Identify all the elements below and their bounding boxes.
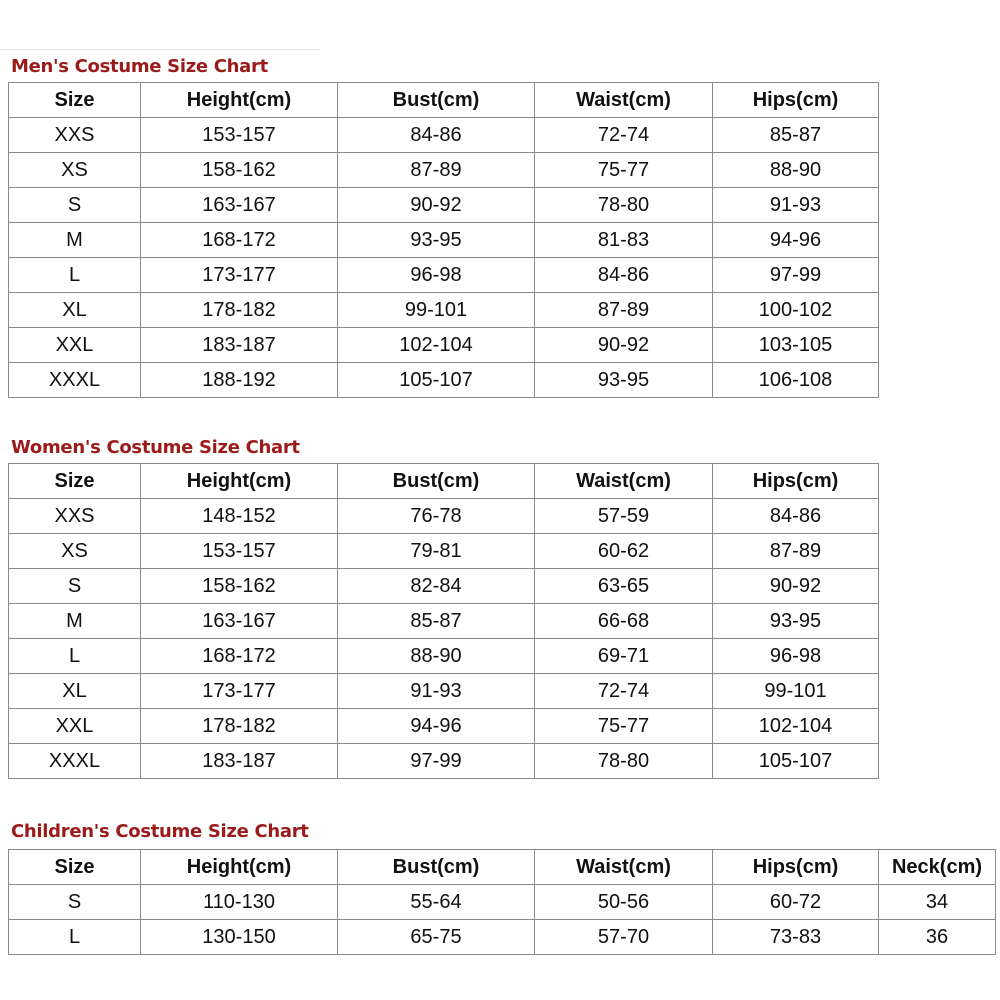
table-row [9, 639, 879, 674]
table-cell: 87-89 [338, 153, 535, 188]
table-cell: XS [9, 153, 141, 188]
table-row [9, 499, 879, 534]
header-bust: Bust(cm) [338, 850, 535, 885]
header-size: Size [9, 464, 141, 499]
table-cell: 34 [879, 885, 996, 920]
table-row [9, 153, 879, 188]
table-cell: 60-62 [535, 534, 713, 569]
table-cell: 84-86 [713, 499, 879, 534]
table-cell: 163-167 [141, 604, 338, 639]
table-cell: 82-84 [338, 569, 535, 604]
men-table-body [9, 118, 879, 398]
table-cell: 178-182 [141, 709, 338, 744]
table-cell: 87-89 [535, 293, 713, 328]
header-height: Height(cm) [141, 464, 338, 499]
table-cell: 76-78 [338, 499, 535, 534]
table-cell: 168-172 [141, 639, 338, 674]
table-cell: XXXL [9, 744, 141, 779]
table-cell: 72-74 [535, 118, 713, 153]
table-row [9, 258, 879, 293]
table-cell: 50-56 [535, 885, 713, 920]
table-cell: 78-80 [535, 188, 713, 223]
table-cell: 85-87 [338, 604, 535, 639]
table-cell: 163-167 [141, 188, 338, 223]
table-cell: S [9, 885, 141, 920]
table-cell: 99-101 [338, 293, 535, 328]
header-bust: Bust(cm) [338, 464, 535, 499]
header-hips: Hips(cm) [713, 850, 879, 885]
header-height: Height(cm) [141, 83, 338, 118]
table-row [9, 604, 879, 639]
table-cell: M [9, 223, 141, 258]
table-cell: 91-93 [338, 674, 535, 709]
table-cell: 148-152 [141, 499, 338, 534]
table-cell: 158-162 [141, 569, 338, 604]
table-cell: 90-92 [338, 188, 535, 223]
women-size-table [8, 463, 879, 779]
table-cell: 93-95 [535, 363, 713, 398]
table-row [9, 328, 879, 363]
table-cell: 103-105 [713, 328, 879, 363]
header-waist: Waist(cm) [535, 83, 713, 118]
table-cell: 93-95 [713, 604, 879, 639]
table-cell: 96-98 [338, 258, 535, 293]
table-cell: 78-80 [535, 744, 713, 779]
table-header-row [9, 83, 879, 118]
header-neck: Neck(cm) [879, 850, 996, 885]
table-cell: 173-177 [141, 258, 338, 293]
children-table-body [9, 885, 996, 955]
table-row [9, 363, 879, 398]
table-cell: 57-70 [535, 920, 713, 955]
table-cell: 183-187 [141, 744, 338, 779]
table-cell: 84-86 [338, 118, 535, 153]
header-waist: Waist(cm) [535, 850, 713, 885]
table-row [9, 188, 879, 223]
table-cell: 102-104 [713, 709, 879, 744]
table-cell: 93-95 [338, 223, 535, 258]
table-cell: 94-96 [713, 223, 879, 258]
table-cell: 73-83 [713, 920, 879, 955]
table-cell: 75-77 [535, 153, 713, 188]
table-cell: S [9, 569, 141, 604]
table-cell: XS [9, 534, 141, 569]
table-row [9, 744, 879, 779]
table-cell: 90-92 [713, 569, 879, 604]
table-cell: L [9, 920, 141, 955]
table-cell: XXL [9, 709, 141, 744]
table-cell: 88-90 [713, 153, 879, 188]
table-cell: XL [9, 293, 141, 328]
table-cell: 130-150 [141, 920, 338, 955]
table-cell: 91-93 [713, 188, 879, 223]
header-bust: Bust(cm) [338, 83, 535, 118]
table-cell: 60-72 [713, 885, 879, 920]
table-cell: 57-59 [535, 499, 713, 534]
table-cell: 94-96 [338, 709, 535, 744]
header-waist: Waist(cm) [535, 464, 713, 499]
table-cell: XXL [9, 328, 141, 363]
table-cell: M [9, 604, 141, 639]
table-cell: 188-192 [141, 363, 338, 398]
table-cell: 105-107 [713, 744, 879, 779]
table-cell: 105-107 [338, 363, 535, 398]
table-cell: 158-162 [141, 153, 338, 188]
table-cell: 75-77 [535, 709, 713, 744]
header-height: Height(cm) [141, 850, 338, 885]
table-cell: XXXL [9, 363, 141, 398]
table-cell: 85-87 [713, 118, 879, 153]
table-cell: 100-102 [713, 293, 879, 328]
table-cell: 97-99 [713, 258, 879, 293]
table-cell: S [9, 188, 141, 223]
header-hips: Hips(cm) [713, 83, 879, 118]
men-chart-title: Men's Costume Size Chart [11, 56, 268, 77]
table-row [9, 569, 879, 604]
table-cell: 153-157 [141, 118, 338, 153]
table-cell: XL [9, 674, 141, 709]
table-cell: 96-98 [713, 639, 879, 674]
table-cell: 110-130 [141, 885, 338, 920]
table-cell: XXS [9, 118, 141, 153]
header-size: Size [9, 850, 141, 885]
children-chart-title: Children's Costume Size Chart [11, 821, 309, 842]
table-cell: 88-90 [338, 639, 535, 674]
table-row [9, 885, 996, 920]
table-cell: 173-177 [141, 674, 338, 709]
divider [0, 49, 320, 50]
table-cell: XXS [9, 499, 141, 534]
table-cell: 87-89 [713, 534, 879, 569]
table-cell: 106-108 [713, 363, 879, 398]
table-cell: 65-75 [338, 920, 535, 955]
table-cell: 66-68 [535, 604, 713, 639]
women-chart-title: Women's Costume Size Chart [11, 437, 300, 458]
table-cell: 153-157 [141, 534, 338, 569]
table-row [9, 293, 879, 328]
table-cell: 99-101 [713, 674, 879, 709]
table-row [9, 534, 879, 569]
table-cell: 178-182 [141, 293, 338, 328]
women-table-body [9, 499, 879, 779]
table-cell: 81-83 [535, 223, 713, 258]
table-header-row [9, 464, 879, 499]
table-cell: 55-64 [338, 885, 535, 920]
table-row [9, 709, 879, 744]
header-hips: Hips(cm) [713, 464, 879, 499]
table-header-row [9, 850, 996, 885]
table-row [9, 920, 996, 955]
table-cell: 63-65 [535, 569, 713, 604]
table-row [9, 674, 879, 709]
table-cell: 183-187 [141, 328, 338, 363]
table-cell: 90-92 [535, 328, 713, 363]
table-cell: L [9, 639, 141, 674]
men-size-table [8, 82, 879, 398]
children-size-table [8, 849, 996, 955]
header-size: Size [9, 83, 141, 118]
table-cell: 84-86 [535, 258, 713, 293]
table-cell: 102-104 [338, 328, 535, 363]
table-cell: 97-99 [338, 744, 535, 779]
table-cell: 168-172 [141, 223, 338, 258]
table-cell: 36 [879, 920, 996, 955]
table-cell: 69-71 [535, 639, 713, 674]
table-cell: 79-81 [338, 534, 535, 569]
table-cell: 72-74 [535, 674, 713, 709]
table-row [9, 223, 879, 258]
table-row [9, 118, 879, 153]
table-cell: L [9, 258, 141, 293]
